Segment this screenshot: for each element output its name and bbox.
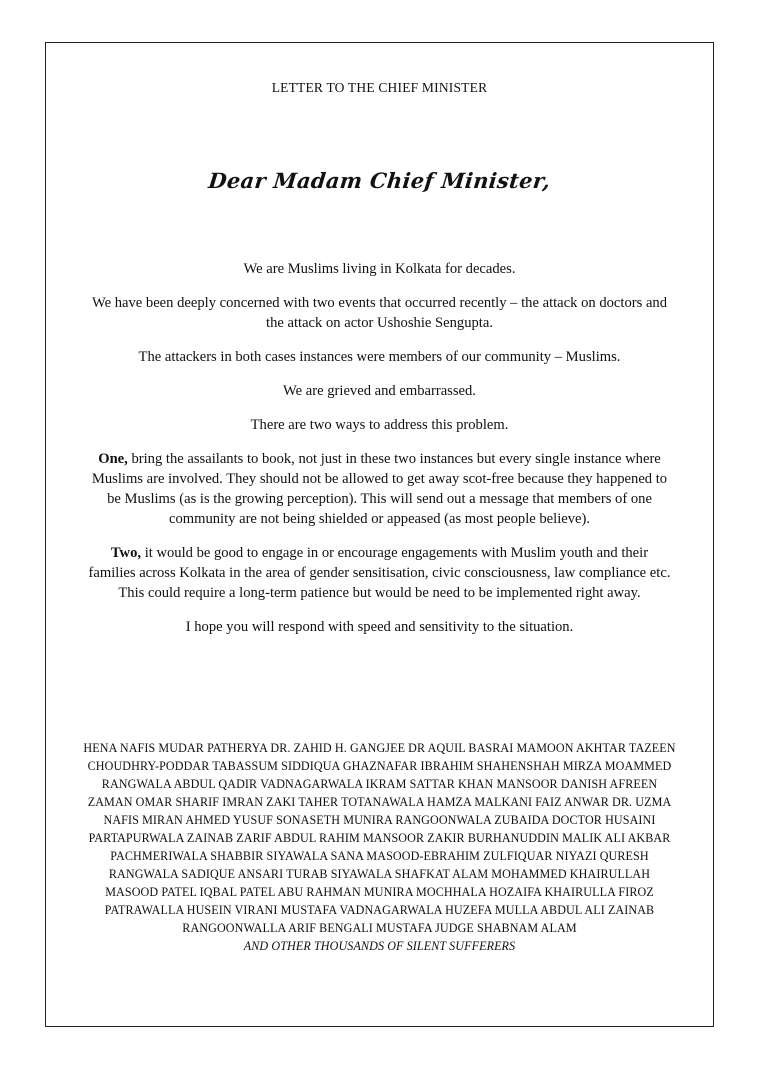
paragraph-grieved: We are grieved and embarrassed. xyxy=(283,383,476,399)
paragraph-attackers: The attackers in both cases instances were members of our community – Muslims. xyxy=(138,349,621,365)
letter-border xyxy=(45,42,714,1027)
paragraph-concern: We have been deeply concerned with two events that occurred recently – the attack on doctors and the attack on actor Ushoshie Sengupta. xyxy=(91,295,668,331)
letter-heading: LETTER TO THE CHIEF MINISTER xyxy=(271,80,488,95)
paragraph-closing: I hope you will respond with speed and sensitivity to the situation. xyxy=(185,619,574,635)
point-two-text: it would be good to engage in or encourage engagements with Muslim youth and their families across Kolkata in the area of gender sensitisation, civic consciousness, law compliance etc. This could require a long-term patience but would be need to be implemented right away. xyxy=(88,545,671,601)
point-one-text: bring the assailants to book, not just in these two instances but every single instance where Muslims are involved. They should not be allowed to get away scot-free because they happened to be Muslims (as is the growing perception). This will send out a message that members of one community are not being shielded or appeased (as most people believe). xyxy=(91,451,668,527)
point-two-label: Two, xyxy=(110,545,142,561)
handwritten-salutation: Dear Madam Chief Minister, xyxy=(207,168,552,193)
paragraph-intro: We are Muslims living in Kolkata for decades. xyxy=(243,261,516,277)
letter-body xyxy=(86,259,673,651)
paragraph-point-two xyxy=(86,543,673,603)
point-one-label: One, xyxy=(98,451,128,467)
signatory-names: HENA NAFIS MUDAR PATHERYA DR. ZAHID H. GANGJEE DR AQUIL BASRAI MAMOON AKHTAR TAZEEN CHOUDHRY-PODDAR TABASSUM SIDDIQUA GHAZNAFAR IBRAHIM SHAHENSHAH MIRZA MOAMMED RANGWALA ABDUL QADIR VADNAGARWALA IKRAM SATTAR KHAN MANSOOR DANISH AFREEN ZAMAN OMAR SHARIF IMRAN ZAKI TAHER TOTANAWALA HAMZA MALKANI FAIZ ANWAR DR. UZMA NAFIS MIRAN AHMED YUSUF SONASETH MUNIRA RANGOONWALA ZUBAIDA DOCTOR HUSAINI PARTAPURWALA ZAINAB ZARIF ABDUL RAHIM MANSOOR ZAKIR BURHANUDDIN MALIK ALI AKBAR PACHMERIWALA SHABBIR SIYAWALA SANA MASOOD-EBRAHIM ZULFIQUAR NIYAZI QURESH RANGWALA SADIQUE ANSARI TURAB SIYAWALA SHAFKAT ALAM MOHAMMED KHAIRULLAH MASOOD PATEL IQBAL PATEL ABU RAHMAN MUNIRA MOCHHALA HOZAIFA KHAIRULLA FIROZ PATRAWALLA HUSEIN VIRANI MUSTAFA VADNAGARWALA HUZEFA MULLA ABDUL ALI ZAINAB RANGOONWALLA ARIF BENGALI MUSTAFA JUDGE SHABNAM ALAM xyxy=(83,741,676,935)
signatories-block xyxy=(82,739,677,955)
other-signatories: AND OTHER THOUSANDS OF SILENT SUFFERERS xyxy=(243,939,516,953)
paragraph-point-one xyxy=(86,449,673,529)
paragraph-two-ways: There are two ways to address this problem. xyxy=(250,417,509,433)
